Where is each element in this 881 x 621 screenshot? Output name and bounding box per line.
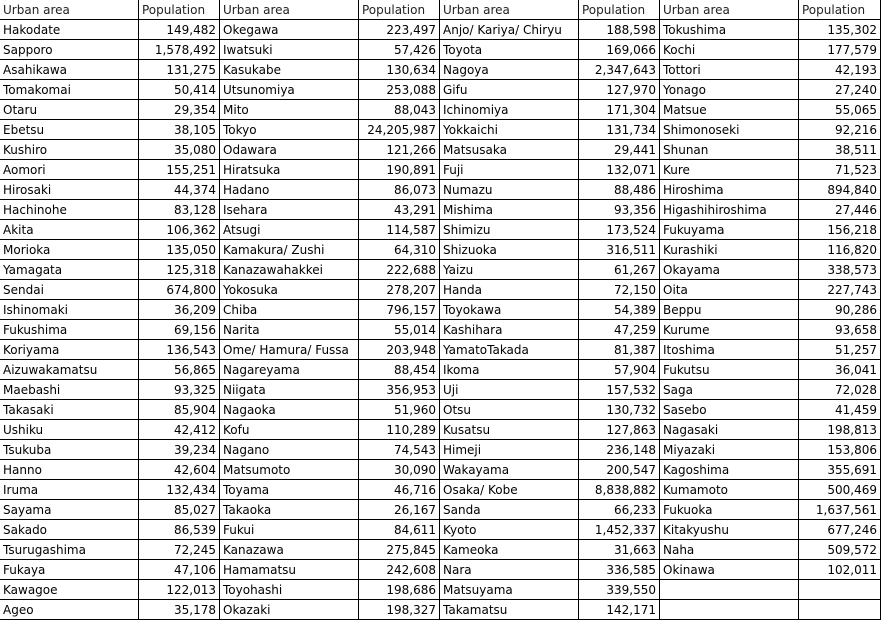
population-cell[interactable]: 51,257 bbox=[799, 340, 881, 360]
population-cell[interactable]: 71,523 bbox=[799, 160, 881, 180]
header-population[interactable]: Population bbox=[359, 0, 440, 20]
urban-area-cell[interactable]: Maebashi bbox=[0, 380, 139, 400]
urban-area-cell[interactable] bbox=[660, 580, 799, 600]
population-cell[interactable]: 130,634 bbox=[359, 60, 440, 80]
population-cell[interactable]: 42,412 bbox=[139, 420, 220, 440]
population-cell[interactable]: 93,658 bbox=[799, 320, 881, 340]
urban-area-cell[interactable]: Hakodate bbox=[0, 20, 139, 40]
population-cell[interactable]: 29,354 bbox=[139, 100, 220, 120]
population-cell[interactable]: 130,732 bbox=[579, 400, 660, 420]
population-cell[interactable] bbox=[799, 600, 881, 620]
urban-area-cell[interactable]: Kashihara bbox=[440, 320, 579, 340]
population-cell[interactable]: 223,497 bbox=[359, 20, 440, 40]
urban-area-cell[interactable]: Atsugi bbox=[220, 220, 359, 240]
population-cell[interactable]: 61,267 bbox=[579, 260, 660, 280]
urban-area-cell[interactable]: Yokkaichi bbox=[440, 120, 579, 140]
population-cell[interactable]: 509,572 bbox=[799, 540, 881, 560]
urban-area-cell[interactable]: Tottori bbox=[660, 60, 799, 80]
urban-area-cell[interactable]: Toyokawa bbox=[440, 300, 579, 320]
urban-area-cell[interactable]: Nara bbox=[440, 560, 579, 580]
population-cell[interactable]: 198,813 bbox=[799, 420, 881, 440]
population-cell[interactable]: 84,611 bbox=[359, 520, 440, 540]
urban-area-cell[interactable]: Takasaki bbox=[0, 400, 139, 420]
population-cell[interactable]: 64,310 bbox=[359, 240, 440, 260]
urban-area-cell[interactable]: Tokushima bbox=[660, 20, 799, 40]
urban-area-cell[interactable]: Otaru bbox=[0, 100, 139, 120]
population-cell[interactable]: 169,066 bbox=[579, 40, 660, 60]
urban-area-cell[interactable]: Fuji bbox=[440, 160, 579, 180]
population-cell[interactable]: 500,469 bbox=[799, 480, 881, 500]
urban-area-cell[interactable]: Anjo/ Kariya/ Chiryu bbox=[440, 20, 579, 40]
population-cell[interactable]: 132,071 bbox=[579, 160, 660, 180]
urban-area-cell[interactable]: Kamakura/ Zushi bbox=[220, 240, 359, 260]
population-cell[interactable]: 55,014 bbox=[359, 320, 440, 340]
urban-area-cell[interactable]: Hadano bbox=[220, 180, 359, 200]
urban-area-cell[interactable]: Koriyama bbox=[0, 340, 139, 360]
urban-area-cell[interactable]: Kanazawa bbox=[220, 540, 359, 560]
urban-area-cell[interactable]: Tomakomai bbox=[0, 80, 139, 100]
urban-area-cell[interactable]: Osaka/ Kobe bbox=[440, 480, 579, 500]
urban-area-cell[interactable]: Handa bbox=[440, 280, 579, 300]
urban-area-cell[interactable]: Yonago bbox=[660, 80, 799, 100]
population-cell[interactable]: 27,446 bbox=[799, 200, 881, 220]
urban-area-cell[interactable]: Saga bbox=[660, 380, 799, 400]
urban-area-cell[interactable]: Fukutsu bbox=[660, 360, 799, 380]
population-cell[interactable]: 24,205,987 bbox=[359, 120, 440, 140]
population-cell[interactable]: 51,960 bbox=[359, 400, 440, 420]
urban-area-cell[interactable]: Itoshima bbox=[660, 340, 799, 360]
population-cell[interactable]: 36,041 bbox=[799, 360, 881, 380]
urban-area-cell[interactable]: Gifu bbox=[440, 80, 579, 100]
urban-area-cell[interactable]: Matsusaka bbox=[440, 140, 579, 160]
population-cell[interactable]: 85,904 bbox=[139, 400, 220, 420]
population-cell[interactable]: 142,171 bbox=[579, 600, 660, 620]
urban-area-cell[interactable]: Toyama bbox=[220, 480, 359, 500]
population-cell[interactable]: 8,838,882 bbox=[579, 480, 660, 500]
population-cell[interactable]: 339,550 bbox=[579, 580, 660, 600]
urban-area-cell[interactable]: Ishinomaki bbox=[0, 300, 139, 320]
population-cell[interactable]: 674,800 bbox=[139, 280, 220, 300]
urban-area-cell[interactable]: Iwatsuki bbox=[220, 40, 359, 60]
population-cell[interactable]: 102,011 bbox=[799, 560, 881, 580]
population-cell[interactable]: 35,080 bbox=[139, 140, 220, 160]
population-cell[interactable]: 110,289 bbox=[359, 420, 440, 440]
population-cell[interactable]: 42,604 bbox=[139, 460, 220, 480]
urban-area-cell[interactable]: Nagano bbox=[220, 440, 359, 460]
population-cell[interactable]: 36,209 bbox=[139, 300, 220, 320]
population-cell[interactable]: 54,389 bbox=[579, 300, 660, 320]
population-cell[interactable]: 72,245 bbox=[139, 540, 220, 560]
urban-area-cell[interactable]: Ageo bbox=[0, 600, 139, 620]
urban-area-cell[interactable]: Chiba bbox=[220, 300, 359, 320]
population-cell[interactable]: 173,524 bbox=[579, 220, 660, 240]
urban-area-cell[interactable]: YamatoTakada bbox=[440, 340, 579, 360]
urban-area-cell[interactable]: Shunan bbox=[660, 140, 799, 160]
urban-area-cell[interactable]: Fukui bbox=[220, 520, 359, 540]
urban-area-cell[interactable]: Ichinomiya bbox=[440, 100, 579, 120]
population-cell[interactable]: 171,304 bbox=[579, 100, 660, 120]
population-cell[interactable]: 86,073 bbox=[359, 180, 440, 200]
population-cell[interactable]: 47,106 bbox=[139, 560, 220, 580]
urban-area-cell[interactable]: Okazaki bbox=[220, 600, 359, 620]
urban-area-cell[interactable]: Kofu bbox=[220, 420, 359, 440]
urban-area-cell[interactable]: Shimizu bbox=[440, 220, 579, 240]
urban-area-cell[interactable]: Uji bbox=[440, 380, 579, 400]
population-cell[interactable] bbox=[799, 580, 881, 600]
urban-area-cell[interactable]: Shimonoseki bbox=[660, 120, 799, 140]
population-cell[interactable]: 677,246 bbox=[799, 520, 881, 540]
population-cell[interactable]: 55,065 bbox=[799, 100, 881, 120]
population-cell[interactable]: 275,845 bbox=[359, 540, 440, 560]
population-cell[interactable]: 200,547 bbox=[579, 460, 660, 480]
urban-area-cell[interactable]: Nagaoka bbox=[220, 400, 359, 420]
urban-area-cell[interactable]: Aomori bbox=[0, 160, 139, 180]
urban-area-cell[interactable]: Hanno bbox=[0, 460, 139, 480]
population-cell[interactable]: 203,948 bbox=[359, 340, 440, 360]
population-cell[interactable]: 39,234 bbox=[139, 440, 220, 460]
urban-area-cell[interactable]: Toyohashi bbox=[220, 580, 359, 600]
population-cell[interactable]: 47,259 bbox=[579, 320, 660, 340]
urban-area-cell[interactable]: Ikoma bbox=[440, 360, 579, 380]
urban-area-cell[interactable]: Fukuoka bbox=[660, 500, 799, 520]
urban-area-cell[interactable]: Kurume bbox=[660, 320, 799, 340]
population-cell[interactable]: 227,743 bbox=[799, 280, 881, 300]
urban-area-cell[interactable]: Kurashiki bbox=[660, 240, 799, 260]
population-cell[interactable]: 116,820 bbox=[799, 240, 881, 260]
population-cell[interactable]: 88,454 bbox=[359, 360, 440, 380]
urban-area-cell[interactable]: Sakado bbox=[0, 520, 139, 540]
urban-area-cell[interactable]: Isehara bbox=[220, 200, 359, 220]
urban-area-cell[interactable]: Narita bbox=[220, 320, 359, 340]
urban-area-cell[interactable]: Nagoya bbox=[440, 60, 579, 80]
urban-area-cell[interactable]: Fukushima bbox=[0, 320, 139, 340]
population-cell[interactable]: 72,028 bbox=[799, 380, 881, 400]
urban-area-cell[interactable]: Okinawa bbox=[660, 560, 799, 580]
urban-area-cell[interactable]: Kagoshima bbox=[660, 460, 799, 480]
urban-area-cell[interactable]: Kushiro bbox=[0, 140, 139, 160]
population-cell[interactable]: 85,027 bbox=[139, 500, 220, 520]
population-cell[interactable]: 136,543 bbox=[139, 340, 220, 360]
urban-area-cell[interactable]: Sasebo bbox=[660, 400, 799, 420]
population-cell[interactable]: 2,347,643 bbox=[579, 60, 660, 80]
urban-area-cell[interactable]: Toyota bbox=[440, 40, 579, 60]
population-cell[interactable]: 46,716 bbox=[359, 480, 440, 500]
urban-area-cell[interactable]: Takaoka bbox=[220, 500, 359, 520]
population-cell[interactable]: 796,157 bbox=[359, 300, 440, 320]
population-cell[interactable]: 35,178 bbox=[139, 600, 220, 620]
urban-area-cell[interactable]: Naha bbox=[660, 540, 799, 560]
population-cell[interactable]: 236,148 bbox=[579, 440, 660, 460]
population-cell[interactable]: 44,374 bbox=[139, 180, 220, 200]
urban-area-cell[interactable]: Sayama bbox=[0, 500, 139, 520]
urban-area-cell[interactable]: Yokosuka bbox=[220, 280, 359, 300]
urban-area-cell[interactable]: Okayama bbox=[660, 260, 799, 280]
urban-area-cell[interactable]: Iruma bbox=[0, 480, 139, 500]
population-cell[interactable]: 93,325 bbox=[139, 380, 220, 400]
population-cell[interactable]: 88,043 bbox=[359, 100, 440, 120]
urban-area-cell[interactable]: Matsue bbox=[660, 100, 799, 120]
population-cell[interactable]: 30,090 bbox=[359, 460, 440, 480]
population-cell[interactable]: 156,218 bbox=[799, 220, 881, 240]
population-cell[interactable]: 121,266 bbox=[359, 140, 440, 160]
urban-area-cell[interactable]: Okegawa bbox=[220, 20, 359, 40]
population-cell[interactable]: 894,840 bbox=[799, 180, 881, 200]
urban-area-cell[interactable]: Aizuwakamatsu bbox=[0, 360, 139, 380]
population-cell[interactable]: 38,105 bbox=[139, 120, 220, 140]
urban-area-cell[interactable]: Higashihiroshima bbox=[660, 200, 799, 220]
population-cell[interactable]: 242,608 bbox=[359, 560, 440, 580]
population-cell[interactable]: 278,207 bbox=[359, 280, 440, 300]
urban-area-cell[interactable]: Mito bbox=[220, 100, 359, 120]
urban-area-cell[interactable]: Yamagata bbox=[0, 260, 139, 280]
urban-area-cell[interactable]: Kitakyushu bbox=[660, 520, 799, 540]
urban-area-cell[interactable]: Tsukuba bbox=[0, 440, 139, 460]
urban-area-cell[interactable]: Utsunomiya bbox=[220, 80, 359, 100]
population-cell[interactable]: 50,414 bbox=[139, 80, 220, 100]
population-cell[interactable]: 69,156 bbox=[139, 320, 220, 340]
urban-area-cell[interactable]: Asahikawa bbox=[0, 60, 139, 80]
urban-area-cell[interactable]: Yaizu bbox=[440, 260, 579, 280]
population-cell[interactable]: 338,573 bbox=[799, 260, 881, 280]
urban-area-cell[interactable]: Odawara bbox=[220, 140, 359, 160]
urban-area-cell[interactable]: Matsuyama bbox=[440, 580, 579, 600]
urban-area-cell[interactable]: Ushiku bbox=[0, 420, 139, 440]
urban-area-cell[interactable]: Sanda bbox=[440, 500, 579, 520]
population-cell[interactable]: 86,539 bbox=[139, 520, 220, 540]
urban-area-cell[interactable]: Numazu bbox=[440, 180, 579, 200]
population-cell[interactable]: 198,327 bbox=[359, 600, 440, 620]
population-cell[interactable]: 157,532 bbox=[579, 380, 660, 400]
urban-area-cell[interactable]: Himeji bbox=[440, 440, 579, 460]
population-cell[interactable]: 132,434 bbox=[139, 480, 220, 500]
population-cell[interactable]: 355,691 bbox=[799, 460, 881, 480]
population-cell[interactable]: 1,578,492 bbox=[139, 40, 220, 60]
urban-area-cell[interactable]: Ebetsu bbox=[0, 120, 139, 140]
population-cell[interactable]: 43,291 bbox=[359, 200, 440, 220]
urban-area-cell[interactable]: Niigata bbox=[220, 380, 359, 400]
population-cell[interactable]: 198,686 bbox=[359, 580, 440, 600]
urban-area-cell[interactable]: Tsurugashima bbox=[0, 540, 139, 560]
population-cell[interactable]: 177,579 bbox=[799, 40, 881, 60]
population-cell[interactable]: 81,387 bbox=[579, 340, 660, 360]
urban-area-cell[interactable]: Otsu bbox=[440, 400, 579, 420]
population-cell[interactable]: 27,240 bbox=[799, 80, 881, 100]
population-cell[interactable]: 131,734 bbox=[579, 120, 660, 140]
urban-area-cell[interactable]: Nagasaki bbox=[660, 420, 799, 440]
urban-area-cell[interactable]: Morioka bbox=[0, 240, 139, 260]
urban-area-cell[interactable]: Akita bbox=[0, 220, 139, 240]
urban-area-cell[interactable]: Hiratsuka bbox=[220, 160, 359, 180]
urban-area-cell[interactable] bbox=[660, 600, 799, 620]
population-cell[interactable]: 90,286 bbox=[799, 300, 881, 320]
population-cell[interactable]: 41,459 bbox=[799, 400, 881, 420]
urban-area-cell[interactable]: Tokyo bbox=[220, 120, 359, 140]
population-cell[interactable]: 149,482 bbox=[139, 20, 220, 40]
header-population[interactable]: Population bbox=[799, 0, 881, 20]
urban-area-cell[interactable]: Kawagoe bbox=[0, 580, 139, 600]
urban-area-cell[interactable]: Kumamoto bbox=[660, 480, 799, 500]
population-cell[interactable]: 42,193 bbox=[799, 60, 881, 80]
urban-area-cell[interactable]: Fukuyama bbox=[660, 220, 799, 240]
urban-area-cell[interactable]: Miyazaki bbox=[660, 440, 799, 460]
population-cell[interactable]: 135,302 bbox=[799, 20, 881, 40]
urban-area-cell[interactable]: Hirosaki bbox=[0, 180, 139, 200]
urban-area-cell[interactable]: Shizuoka bbox=[440, 240, 579, 260]
urban-area-cell[interactable]: Kyoto bbox=[440, 520, 579, 540]
population-cell[interactable]: 93,356 bbox=[579, 200, 660, 220]
population-cell[interactable]: 336,585 bbox=[579, 560, 660, 580]
header-urban-area[interactable]: Urban area bbox=[220, 0, 359, 20]
population-cell[interactable]: 190,891 bbox=[359, 160, 440, 180]
urban-area-cell[interactable]: Takamatsu bbox=[440, 600, 579, 620]
urban-area-cell[interactable]: Wakayama bbox=[440, 460, 579, 480]
population-cell[interactable]: 88,486 bbox=[579, 180, 660, 200]
population-cell[interactable]: 135,050 bbox=[139, 240, 220, 260]
population-cell[interactable]: 72,150 bbox=[579, 280, 660, 300]
population-cell[interactable]: 153,806 bbox=[799, 440, 881, 460]
urban-area-cell[interactable]: Beppu bbox=[660, 300, 799, 320]
urban-area-cell[interactable]: Oita bbox=[660, 280, 799, 300]
population-cell[interactable]: 125,318 bbox=[139, 260, 220, 280]
urban-area-cell[interactable]: Kochi bbox=[660, 40, 799, 60]
population-cell[interactable]: 316,511 bbox=[579, 240, 660, 260]
population-cell[interactable]: 57,426 bbox=[359, 40, 440, 60]
urban-area-cell[interactable]: Sapporo bbox=[0, 40, 139, 60]
population-cell[interactable]: 29,441 bbox=[579, 140, 660, 160]
population-cell[interactable]: 56,865 bbox=[139, 360, 220, 380]
urban-area-cell[interactable]: Hachinohe bbox=[0, 200, 139, 220]
population-cell[interactable]: 127,970 bbox=[579, 80, 660, 100]
urban-area-cell[interactable]: Mishima bbox=[440, 200, 579, 220]
population-cell[interactable]: 92,216 bbox=[799, 120, 881, 140]
urban-area-cell[interactable]: Kanazawahakkei bbox=[220, 260, 359, 280]
population-cell[interactable]: 188,598 bbox=[579, 20, 660, 40]
population-cell[interactable]: 155,251 bbox=[139, 160, 220, 180]
header-urban-area[interactable]: Urban area bbox=[440, 0, 579, 20]
urban-area-cell[interactable]: Ome/ Hamura/ Fussa bbox=[220, 340, 359, 360]
urban-area-cell[interactable]: Kameoka bbox=[440, 540, 579, 560]
urban-area-cell[interactable]: Fukaya bbox=[0, 560, 139, 580]
population-cell[interactable]: 57,904 bbox=[579, 360, 660, 380]
header-population[interactable]: Population bbox=[139, 0, 220, 20]
urban-area-cell[interactable]: Hiroshima bbox=[660, 180, 799, 200]
population-cell[interactable]: 74,543 bbox=[359, 440, 440, 460]
population-cell[interactable]: 356,953 bbox=[359, 380, 440, 400]
header-population[interactable]: Population bbox=[579, 0, 660, 20]
population-cell[interactable]: 127,863 bbox=[579, 420, 660, 440]
header-urban-area[interactable]: Urban area bbox=[660, 0, 799, 20]
urban-area-cell[interactable]: Hamamatsu bbox=[220, 560, 359, 580]
population-cell[interactable]: 26,167 bbox=[359, 500, 440, 520]
population-cell[interactable]: 131,275 bbox=[139, 60, 220, 80]
population-cell[interactable]: 114,587 bbox=[359, 220, 440, 240]
population-cell[interactable]: 66,233 bbox=[579, 500, 660, 520]
population-cell[interactable]: 83,128 bbox=[139, 200, 220, 220]
population-cell[interactable]: 38,511 bbox=[799, 140, 881, 160]
population-cell[interactable]: 1,637,561 bbox=[799, 500, 881, 520]
header-urban-area[interactable]: Urban area bbox=[0, 0, 139, 20]
urban-area-cell[interactable]: Kusatsu bbox=[440, 420, 579, 440]
population-cell[interactable]: 222,688 bbox=[359, 260, 440, 280]
urban-area-cell[interactable]: Kasukabe bbox=[220, 60, 359, 80]
population-cell[interactable]: 31,663 bbox=[579, 540, 660, 560]
population-cell[interactable]: 253,088 bbox=[359, 80, 440, 100]
population-cell[interactable]: 1,452,337 bbox=[579, 520, 660, 540]
population-cell[interactable]: 106,362 bbox=[139, 220, 220, 240]
urban-area-cell[interactable]: Kure bbox=[660, 160, 799, 180]
urban-area-cell[interactable]: Sendai bbox=[0, 280, 139, 300]
urban-area-cell[interactable]: Matsumoto bbox=[220, 460, 359, 480]
population-cell[interactable]: 122,013 bbox=[139, 580, 220, 600]
urban-area-cell[interactable]: Nagareyama bbox=[220, 360, 359, 380]
